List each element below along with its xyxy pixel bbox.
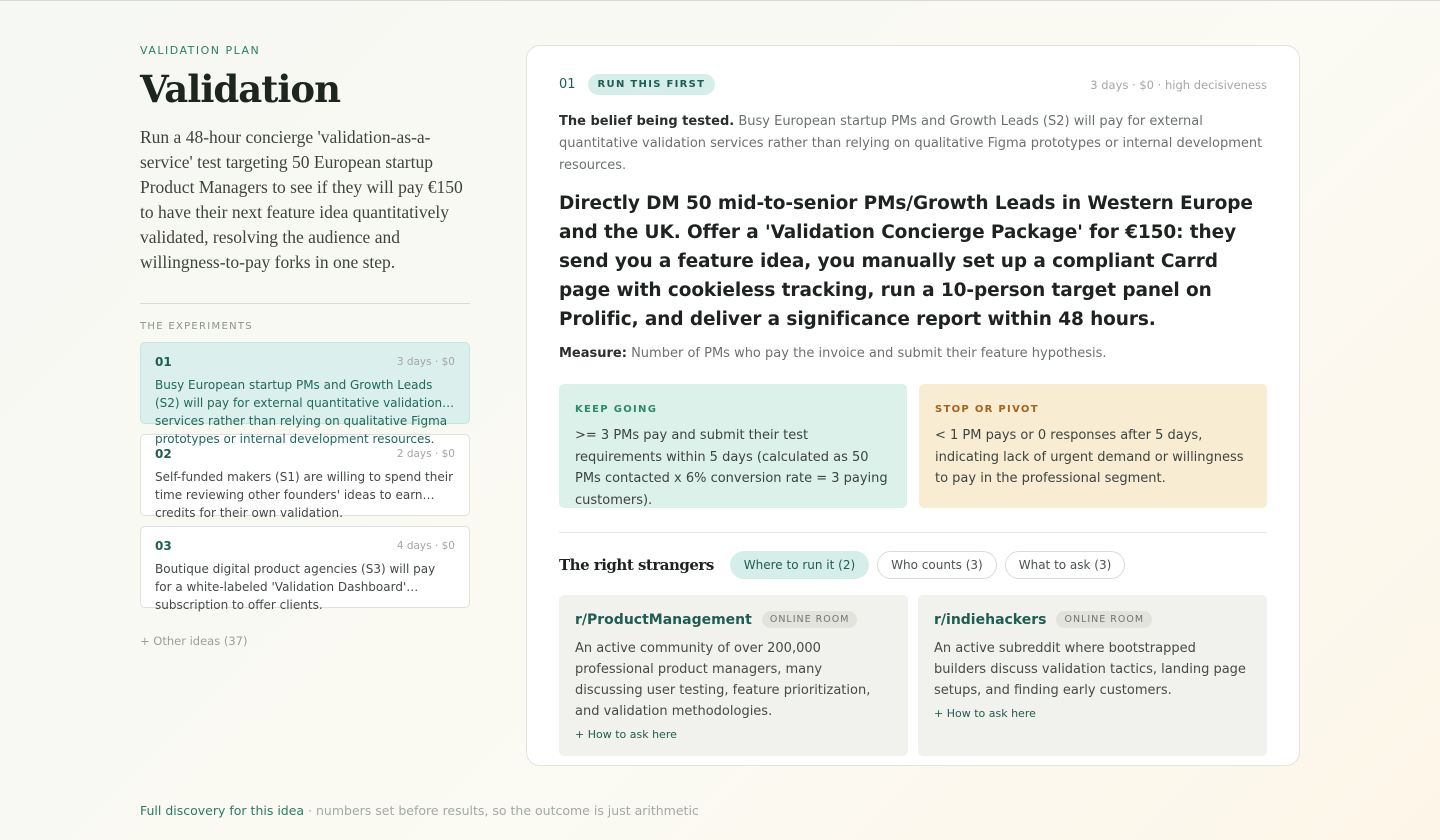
belief-statement bbox=[559, 111, 1267, 177]
experiment-number: 01 bbox=[155, 355, 172, 369]
divider bbox=[559, 532, 1267, 533]
divider bbox=[140, 303, 470, 304]
strangers-header bbox=[559, 551, 1267, 579]
room-description: An active subreddit where bootstrapped builders discuss validation tactics, landing page setups, and finding early customers. bbox=[934, 641, 1246, 698]
room-description: An active community of over 200,000 professional product managers, many discussing user testing, feature prioritization, and validation methodologies. bbox=[575, 641, 871, 719]
other-ideas-link[interactable]: + Other ideas (37) bbox=[140, 634, 248, 648]
experiment-detail-panel bbox=[526, 45, 1300, 766]
room-name[interactable]: r/ProductManagement bbox=[575, 611, 752, 628]
experiment-meta: 3 days · $0 bbox=[396, 356, 455, 368]
how-to-ask-link[interactable]: + How to ask here bbox=[575, 728, 677, 741]
full-discovery-link[interactable]: Full discovery for this idea bbox=[140, 803, 305, 818]
experiment-meta: 3 days · $0 · high decisiveness bbox=[1090, 77, 1267, 92]
stop-or-pivot-text: < 1 PM pays or 0 responses after 5 days, indicating lack of urgent demand or willingness to pay in the professional segment. bbox=[935, 428, 1244, 486]
tab-who-counts[interactable]: Who counts (3) bbox=[877, 551, 997, 579]
experiment-text: Boutique digital product agencies (S3) will pay for a white-labeled 'Validation Dashboard' subscription to offer clients. bbox=[155, 562, 436, 612]
tab-what-to-ask[interactable]: What to ask (3) bbox=[1005, 551, 1126, 579]
experiment-text: Self-funded makers (S1) are willing to spend their time reviewing other founders' ideas to earn credits for their own validation. bbox=[155, 470, 453, 520]
experiment-meta: 4 days · $0 bbox=[396, 540, 455, 552]
top-border bbox=[0, 0, 1440, 1]
rooms-list bbox=[559, 595, 1267, 756]
room-card bbox=[559, 595, 908, 756]
tab-where-to-run[interactable]: Where to run it (2) bbox=[730, 551, 869, 579]
room-type-badge: ONLINE ROOM bbox=[762, 611, 858, 628]
experiment-number: 03 bbox=[155, 539, 172, 553]
left-column bbox=[140, 44, 470, 648]
room-type-badge: ONLINE ROOM bbox=[1056, 611, 1152, 628]
panel-header bbox=[559, 74, 1267, 95]
experiment-text: Busy European startup PMs and Growth Leads (S2) will pay for external quantitative validation services rather than relying on qualitative Figma prototypes or internal development resources. bbox=[155, 378, 448, 446]
measure-text: Number of PMs who pay the invoice and submit their feature hypothesis. bbox=[626, 346, 1107, 361]
keep-going-title: KEEP GOING bbox=[575, 404, 658, 415]
experiment-meta: 2 days · $0 bbox=[396, 448, 455, 460]
stop-or-pivot-card bbox=[919, 384, 1267, 508]
experiment-card-03[interactable] bbox=[140, 526, 470, 612]
outcome-criteria bbox=[559, 384, 1267, 508]
eyebrow-label: VALIDATION PLAN bbox=[140, 44, 261, 57]
plan-summary: Run a 48-hour concierge 'validation-as-a-service' test targeting 50 European startup Product Managers to see if they will pay €150 to have their next feature idea quantitatively validated, resolving the audience and willingness-to-pay forks in one step. bbox=[140, 127, 463, 272]
measure-statement bbox=[559, 346, 1267, 361]
measure-label: Measure: bbox=[559, 346, 627, 361]
footer bbox=[140, 803, 699, 818]
belief-text: Busy European startup PMs and Growth Leads (S2) will pay for external quantitative validation services rather than relying on qualitative Figma prototypes or internal development resources. bbox=[559, 114, 1263, 173]
strangers-title: The right strangers bbox=[559, 556, 714, 574]
keep-going-card bbox=[559, 384, 907, 508]
keep-going-text: >= 3 PMs pay and submit their test requirements within 5 days (calculated as 50 PMs contacted x 6% conversion rate = 3 paying customers). bbox=[575, 428, 888, 508]
room-card bbox=[918, 595, 1267, 756]
footer-note: · numbers set before results, so the outcome is just arithmetic bbox=[304, 803, 699, 818]
page-title: Validation bbox=[140, 67, 340, 111]
experiment-number: 01 bbox=[559, 77, 576, 92]
experiment-card-01[interactable] bbox=[140, 342, 470, 446]
how-to-ask-link[interactable]: + How to ask here bbox=[934, 707, 1036, 720]
experiment-number: 02 bbox=[155, 447, 172, 461]
experiments-label: THE EXPERIMENTS bbox=[140, 321, 253, 332]
stop-or-pivot-title: STOP OR PIVOT bbox=[935, 404, 1039, 415]
belief-label: The belief being tested. bbox=[559, 114, 735, 129]
room-name[interactable]: r/indiehackers bbox=[934, 611, 1047, 628]
run-first-badge: RUN THIS FIRST bbox=[588, 74, 716, 95]
action-description: Directly DM 50 mid-to-senior PMs/Growth Leads in Western Europe and the UK. Offer a 'Validation Concierge Package' for €150: they send you a feature idea, you manually set up a compliant Carrd page with cookieless tracking, run a 10-person target panel on Prolific, and deliver a significance report within 48 hours. bbox=[559, 193, 1253, 330]
